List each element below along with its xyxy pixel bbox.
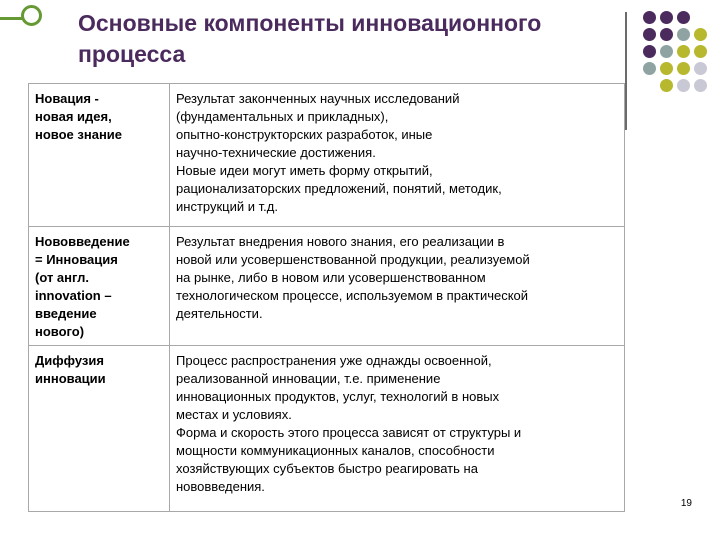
- term-cell: Диффузия инновации: [29, 346, 170, 512]
- decorative-dot: [677, 79, 690, 92]
- term-cell: Нововведение = Инновация (от англ. innovation – введение нового): [29, 227, 170, 346]
- table-row: [29, 84, 625, 227]
- decorative-dot: [643, 28, 656, 41]
- title-accent-circle: [21, 5, 42, 26]
- definition-cell: Процесс распространения уже однажды освоенной, реализованной инновации, т.е. применение инновационных продуктов, услуг, технологий в новых местах и условиях. Форма и скорость этого процесса зависят от структуры и мощности коммуникационных каналов, способности хозяйствующих субъектов быстро реагировать на нововведения.: [170, 346, 625, 512]
- definition-cell: Результат законченных научных исследований (фундаментальных и прикладных), опытно-конструкторских разработок, иные научно-технические достижения. Новые идеи могут иметь форму открытий, рационализаторских предложений, понятий, методик, инструкций и т.д.: [170, 84, 625, 227]
- decorative-dot: [643, 11, 656, 24]
- page-number: 19: [680, 498, 692, 509]
- decorative-dot: [677, 11, 690, 24]
- decorative-dot: [660, 62, 673, 75]
- decorative-dot: [694, 28, 707, 41]
- decorative-dot: [660, 79, 673, 92]
- decorative-dot-grid: [643, 11, 709, 92]
- title-accent-line: [0, 17, 22, 20]
- decorative-dot: [694, 62, 707, 75]
- decorative-dot: [660, 45, 673, 58]
- decorative-dot: [660, 28, 673, 41]
- decorative-dot: [660, 11, 673, 24]
- decorative-dot: [694, 79, 707, 92]
- decorative-dot: [643, 79, 656, 92]
- table-row: [29, 227, 625, 346]
- table-row: [29, 346, 625, 512]
- definition-cell: Результат внедрения нового знания, его реализации в новой или усовершенствованной продукции, реализуемой на рынке, либо в новом или усовершенствованном технологическом процессе, используемом в практической деятельности.: [170, 227, 625, 346]
- decorative-dot: [677, 45, 690, 58]
- decorative-dot: [643, 45, 656, 58]
- header-divider: [625, 12, 627, 130]
- decorative-dot: [643, 62, 656, 75]
- slide-title: Основные компоненты инновационного процесса: [78, 10, 542, 67]
- decorative-dot: [694, 11, 707, 24]
- decorative-dot: [694, 45, 707, 58]
- components-table: [28, 83, 625, 512]
- decorative-dot: [677, 62, 690, 75]
- term-cell: Новация - новая идея, новое знание: [29, 84, 170, 227]
- decorative-dot: [677, 28, 690, 41]
